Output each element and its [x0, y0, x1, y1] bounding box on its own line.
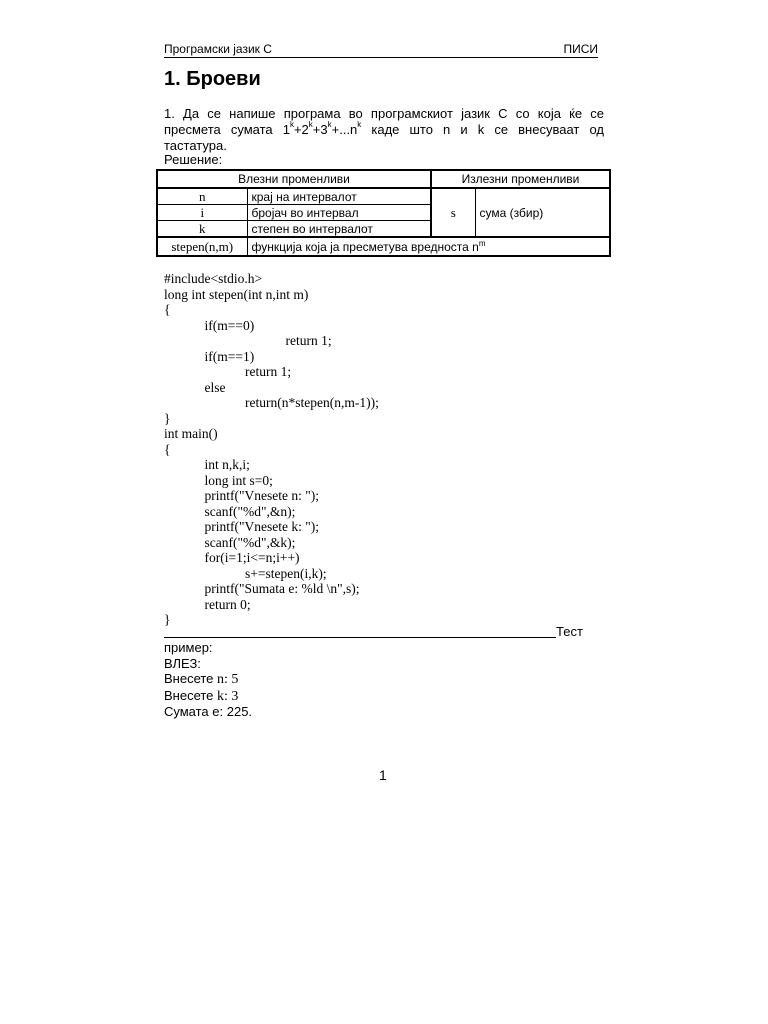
test-label: Тест: [556, 624, 583, 639]
function-name: stepen(n,m): [157, 237, 247, 256]
output-vars-header: Излезни променливи: [431, 170, 610, 188]
code-listing: #include<stdio.h> long int stepen(int n,int m) { if(m==0) return 1; if(m==1) return 1; else return(n*stepen(n,m-1)); } int main() { int n,k,i; long int s=0; printf("Vnesete n: "); scanf("%d",&n); printf("Vnesete k: "); scanf("%d",&k); for(i=1;i<=n;i++) s+=stepen(i,k); printf("Sumata e: %ld \n",s); return 0; }: [164, 271, 379, 627]
header-left: Програмски јазик C: [164, 42, 272, 56]
section-title: 1. Броеви: [164, 68, 261, 90]
var-name: i: [157, 205, 247, 221]
header-right: ПИСИ: [563, 42, 598, 56]
page-number: 1: [379, 767, 387, 783]
task-line-3: тастатура.: [164, 138, 227, 153]
input-vars-header: Влезни променливи: [157, 170, 431, 188]
page-header: [164, 43, 598, 58]
test-example: [164, 640, 252, 720]
solution-label: Решение:: [164, 152, 223, 167]
test-input-n: Внесете n: 5: [164, 671, 239, 687]
var-name: k: [157, 221, 247, 238]
var-desc: степен во интервалот: [247, 221, 431, 238]
task-description: [164, 106, 604, 154]
test-input-k: Внесете k: 3: [164, 687, 239, 704]
function-desc: функција која ја пресметува вредноста $n^m$: [247, 237, 610, 256]
test-line: ВЛЕЗ:: [164, 655, 201, 671]
var-desc: крај на интервалот: [247, 188, 431, 205]
test-output: Сумата е: 225.: [164, 704, 253, 719]
var-desc: бројач во интервал: [247, 205, 431, 221]
variables-table: [156, 169, 611, 257]
out-var-desc: сума (збир): [475, 188, 610, 237]
table-row: [157, 237, 610, 256]
task-line-2: пресмета сумата $1^k+2^k+3^k+...n^k$ каде што n и k се внесуваат од: [164, 120, 604, 137]
out-var-name: s: [431, 188, 475, 237]
task-line-1: 1. Да се напише програма во програмскиот јазик C со која ќе се: [164, 106, 604, 121]
var-name: n: [157, 188, 247, 205]
table-row: [157, 188, 610, 205]
separator-line: [164, 625, 556, 638]
test-line: пример:: [164, 640, 213, 655]
